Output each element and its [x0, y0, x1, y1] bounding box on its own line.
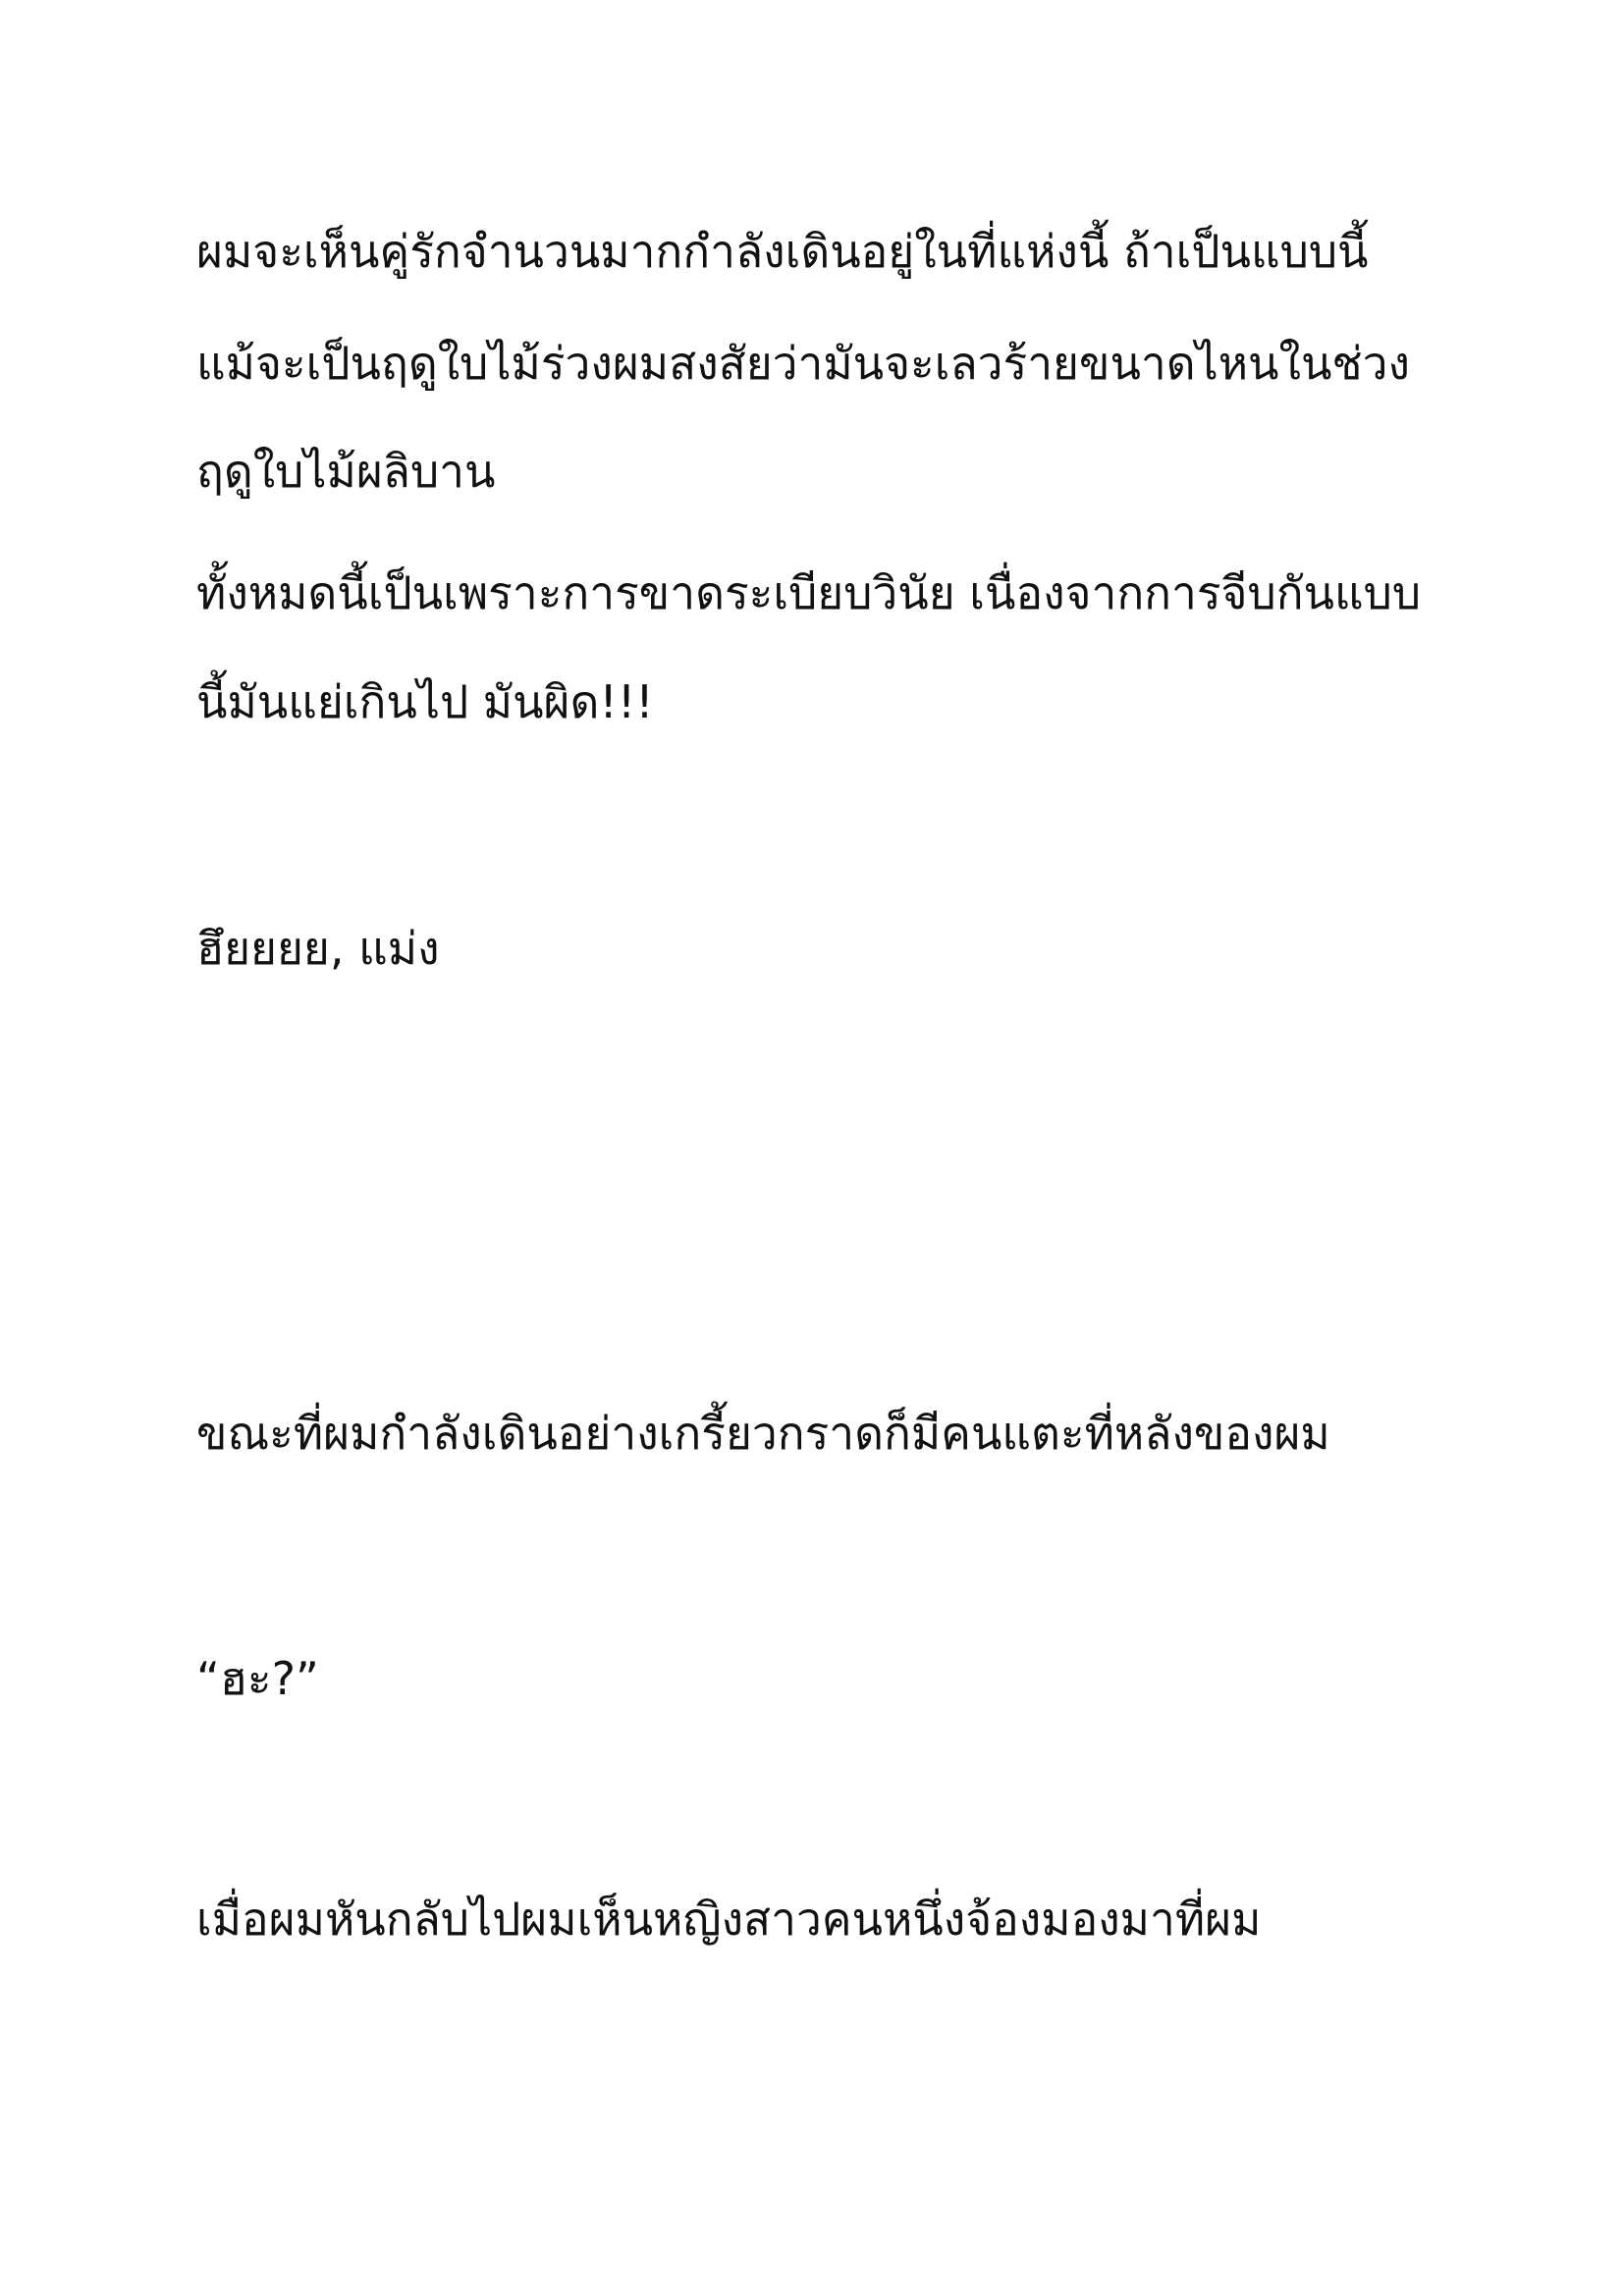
text-line: เมื่อผมหันกลับไปผมเห็นหญิงสาวคนหนึ่งจ้องมองมาที่ผม	[196, 1893, 1262, 1946]
text-line: นี้มันแย่เกินไป มันผิด!!!	[196, 675, 654, 728]
dialogue-line: “ฮะ?”	[196, 1652, 319, 1705]
text-line: ผมจะเห็นคู่รักจำนวนมากกำลังเดินอยู่ในที่แห่งนี้ ถ้าเป็นแบบนี้	[196, 225, 1369, 278]
text-line: ขณะที่ผมกำลังเดินอย่างเกรี้ยวกราดก็มีคนแตะที่หลังของผม	[196, 1407, 1330, 1460]
text-line: แม้จะเป็นฤดูใบไม้ร่วงผมสงสัยว่ามันจะเลวร้ายขนาดไหนในช่วง	[196, 337, 1410, 390]
text-line: ฤดูใบไม้ผลิบาน	[196, 445, 496, 498]
exclamation-line: ฮึยยยย, แม่ง	[196, 922, 440, 975]
text-line: ทั้งหมดนี้เป็นเพราะการขาดระเบียบวินัย เนื่องจากการจีบกันแบบ	[196, 566, 1422, 619]
